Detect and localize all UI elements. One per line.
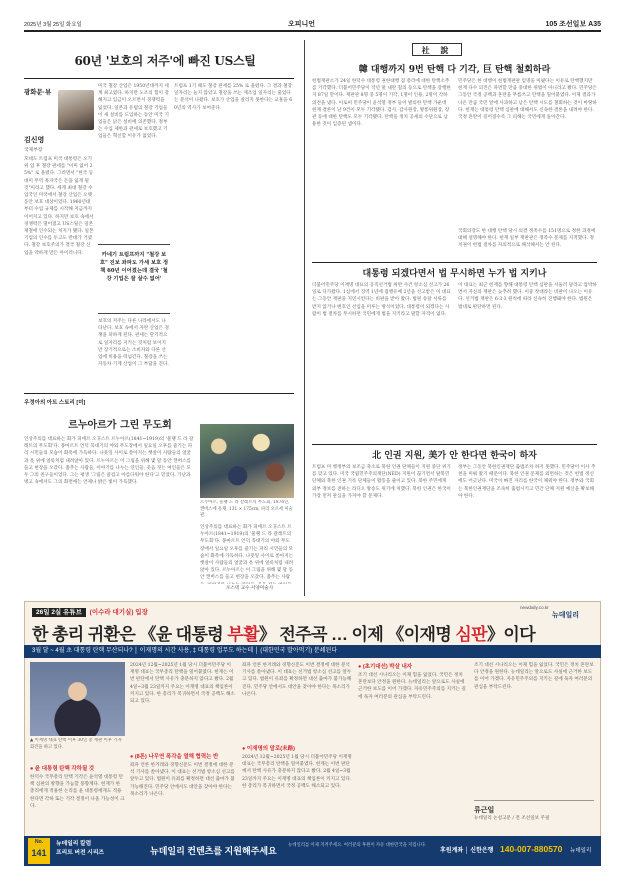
editorial-headline-1: 韓 대행까지 9번 탄핵 다 기각, 巨 탄핵 철회하라 [358, 65, 551, 75]
section-title: 오피니언 [288, 21, 316, 28]
painting-image [200, 424, 294, 498]
art-title: 르누아르가 그린 무도회 [68, 420, 172, 431]
ad-footer-badge-num: 141 [31, 848, 47, 858]
art-body: 인상주의를 대표하는 화가 피에르 오귀스트 르누아르(1841~1919)의 '물랭 드 라 갈레트의 무도회'다. 몽마르트 언덕 꼭대기의 야외 무도장에서 일요일 오후를 즐기는 파리 시민들의 모습이 화폭에 가득하다. 나뭇잎 사이로 쏟아지는 햇살이 사람들의 얼굴과 옷 위에 얼룩처럼 내려앉아 있다. 르누아르는 이 그림을 위해 몇 달 동안 캔버스를 들고 현장을 오갔다. 춤추는 사람들, 이야기를 나누는 연인들, 웃음 짓는 여인들은 모두 그의 친구들이었다. 그는 평생 '그림은 즐겁고 아름다워야 한다'고 믿었다. 가난과 병고 속에서도 그의 화면에는 언제나 밝은 빛이 가득했다. [24, 437, 194, 486]
ad-ribbon: 3월 달 ~ 4월 초 대통령 탄핵 무산되나? │ 이재명의 시간 사용, ‡ 대통령 업무도 하는데 │ (대한민국 말아먹기) 분쇄된다 [24, 645, 601, 658]
author-name: 김신영 [24, 137, 45, 144]
column-body-3: 보호의 저주는 다른 나라에서도 나타난다. 보호 속에서 자란 산업은 경쟁을 피하게 된다. 관세는 단기적으로 일자리를 지키는 것처럼 보이지만 장기적으로는 소비자와 다른 산업에 비용을 떠넘긴다. 철강을 쓰는 자동차·기계 산업이 그 부담을 진다. [98, 319, 169, 368]
title-rule [24, 78, 294, 79]
ad-headline-e: 심판 [455, 625, 487, 644]
ad-footer-left [56, 840, 104, 858]
ad-subhead-4: ● (초기대선) 박살 내자 [358, 664, 413, 670]
editorial-body-3: 국회의장도 한 대행 탄핵 당시 의결 정족수를 151명으로 정한 과정에 대해 설명해야 한다. 헌재 일부 재판관은 정족수 문제를 지적했다. 정치권이 헌법 절차를 자의적으로 해석해서는 안 된다. [458, 229, 596, 249]
art-body-right: 인상주의를 대표하는 화가 피에르 오귀스트 르누아르(1841~1919)의 '물랭 드 라 갈레트의 무도회'다. 몽마르트 언덕 꼭대기의 야외 무도장에서 일요일 오후를 즐기는 파리 시민들의 모습이 화폭에 가득하다. 나뭇잎 사이로 쏟아지는 햇살이 사람들의 얼굴과 옷 위에 얼룩처럼 내려앉아 있다. 르누아르는 이 그림을 위해 몇 달 동안 캔버스를 들고 현장을 오갔다. 춤추는 사람 [200, 525, 294, 581]
editorial-label: 社 說 [412, 43, 462, 56]
ad-headline-f: 》이다 [486, 625, 536, 644]
ad-col-4: 조기 대선 시나리오는 이제 힘을 잃었다. 국민은 정치 혼란보다 안정을 원한다. 뉴데일리는 앞으로도 사실에 근거한 보도를 이어 가겠다. 자유민주주의를 지키는 길에 독자 여러분의 관심을 부탁드린다. [358, 673, 466, 700]
ad-signature-role: 뉴데일리 논설고문 / 전 조선일보 주필 [474, 816, 550, 821]
editorial-body-6: 트럼프 미 행정부의 보조금 축소로 북한 인권 단체들이 지원 중단 위기를 맞고 있다. 미국 국립민주주의재단(NED) 지원이 끊기면서 탈북민 단체와 북한 인권 기록 단체들이 활동을 줄이고 있다. 북한 주민에게 외부 정보를 전하는 라디오 방송도 위기에 처했다. 북한 인권은 한국이 가장 먼저 관심을 가져야 할 문제다. [312, 465, 451, 499]
editorial-rule-1 [312, 262, 597, 263]
ad-headline-d: 》 전주곡 … 이제 《이재명 [258, 625, 456, 644]
editorial-body-1: 헌법재판소가 24일 한덕수 대통령 권한대행 겸 총리에 대한 탄핵소추를 기각했다. 더불어민주당이 작년 말 내란 혐의 등으로 탄핵을 강행한 지 87일 만이다. 재판관 8명 중 5명이 기각, 1명이 인용, 2명이 각하 의견을 냈다. 이로써 민주당이 윤석열 정부 들어 발의한 탄핵 가운데 헌재 결론이 난 9건이 모두 기각됐다. 검사, 감사원장, 방통위원장, 장관 등에 대한 탄핵도 모두 기각됐다. 탄핵을 정치 공세의 수단으로 남용한 것이 입증된 셈이다. [312, 79, 451, 128]
column-title: 60년 '보호의 저주'에 빠진 US스틸 [74, 54, 256, 68]
ad-subhead-2: ● (8톤) 나무연 폭각을 열해 협력는 반 [130, 754, 219, 760]
ad-tag [32, 607, 148, 616]
column-series: 광화문·뷰 [24, 89, 52, 96]
editorial-rule-2 [312, 444, 597, 445]
editorial-body-7: 정부는 그동안 북한인권재단 출범조차 하지 못했다. 민주당이 이사 추천을 미뤄 왔기 때문이다. 북한 인권 문제를 외면하는 것은 헌법 정신에도 어긋난다. 미국이 빠진 자리를 한국이 채워야 한다. 정부와 국회는 북한인권재단을 조속히 출범시키고 민간 단체 지원 예산을 확보해야 한다. [458, 465, 596, 499]
ad-col-3b: 좌파 언론 한겨레와 경향신문도 이번 결정에 대한 분석 기사를 쏟아냈다. 이 대표는 선거법 항소심 선고를 앞두고 있다. 법원이 유죄를 확정하면 대선 출마가 불가능해진다. 민주당 안에서도 대안을 찾아야 한다는 목소리가 나온다. [242, 663, 352, 697]
ad-subhead-1: ● 윤 대통령 탄핵 각하될 것 [30, 766, 95, 772]
page-number: 105 조선일보 A35 [545, 21, 601, 28]
ad-footer-badge-top: No. [34, 839, 44, 845]
header-rule [24, 30, 601, 32]
ad-headline-a: 한 총리 귀환은 [32, 625, 136, 644]
column-body-2: 미국 철강 산업은 1950년대까지 세계 최고였다. 하지만 노조의 힘이 강해지고 임금이 오르면서 경쟁력을 잃었다. 일본과 유럽의 철강 기업들이 새 설비를 도입하는 동안 미국 기업들은 낡은 설비에 의존했다. 정부는 수입 제한과 관세로 보호했고 기업들은 혁신할 이유가 없었다. [98, 84, 169, 140]
ad-signature: 류근일 [474, 805, 495, 814]
author-photo [58, 90, 94, 130]
ad-tag-date: 26일 2실 유튜브 [32, 608, 86, 617]
editorial-headline-3: 北 인권 지원, 美가 안 한다면 한국이 하자 [372, 451, 537, 461]
ad-headline [32, 620, 535, 645]
ad-tag-sub: (이수라 대기실) 입장 [89, 609, 148, 616]
ad-subhead-3: ● 이재명의 말로(末路) [242, 746, 295, 752]
section-rule [24, 393, 294, 394]
editorial-headline-2: 대통령 되겠다면서 법 무시하면 누가 법 지키나 [362, 269, 547, 279]
ad-col-4b: 조기 대선 시나리오는 이제 힘을 잃었다. 국민은 정치 혼란보다 안정을 원한다. 뉴데일리는 앞으로도 사실에 근거한 보도를 이어 가겠다. 자유민주주의를 지키는 길에 독자 여러분의 관심을 부탁드린다. [474, 663, 594, 690]
editorial-body-4: 더불어민주당 이재명 대표의 공직선거법 위반 사건 항소심 선고가 26일로 다가왔다. 1심에서 징역 1년에 집행유예 2년을 선고받은 이 대표는 그동안 재판을 지연시킨다는 비판을 받아 왔다. 법원 송달 서류를 받지 않거나 변호인 선임을 미루는 방식이었다. 대통령이 되겠다는 사람이 법 절차를 무시하면 국민에게 법을 지키라고 말할 자격이 없다. [312, 283, 451, 317]
ad-photo [30, 662, 125, 736]
editorial-body-5: 이 대표는 최근 헌재를 향해 대통령 탄핵 심판을 서둘러 달라고 압박하면서 자신의 재판은 늦추려 했다. 이중 잣대라는 비판이 나오는 이유다. 선거법 재판은 6·3·3 원칙에 따라 신속히 진행돼야 한다. 법원은 법대로 판단하면 된다. [458, 283, 597, 310]
ad-signature-block [474, 800, 594, 830]
ad-brand-logo: 뉴데일리 [552, 612, 580, 619]
ad-headline-b: 《윤 대통령 [139, 625, 228, 644]
column-body-4: 트럼프 1기 때도 철강 관세를 25% 로 올렸다. 그 결과 철강 일자리는 늘지 않았고 철강을 쓰는 제조업 일자리는 줄었다는 분석이 나왔다. 보호가 산업을 살리지 못한다는 교훈을 60년의 역사가 보여준다. [174, 84, 293, 111]
pull-quote: 카네기 트럼프까지 "철강 보호" 진보 좌파도 가세 보호 정책 60년 이어졌는데 결국 '철강 기업은 잘 살수 없어' [98, 244, 170, 314]
ad-footer-note: 뉴데일리를 이제 지켜주세요. 여러분의 후원이 자유 대한민국을 지킵니다. [288, 842, 427, 847]
ad-col-2: 2024년 12월~2025년 1월 당시 더불어민주당 이재명 대표는 국무총리 탄핵을 밀어붙였다. 헌재는 이번 판단에서 탄핵 사유가 충분하지 않다고 봤다. 2월 4일~3월 23일까지 주요는 이재명 대표의 책임론이 커지고 있다. 한 총리가 복귀하면서 국정 공백도 해소되고 있다. [130, 663, 235, 705]
ad-footer-left-2: 프리트 버전 시리즈 [56, 850, 105, 856]
ad-photo-caption: ▲ 이재명 대표 탄핵 이후 30일 총 재판 이후 기자회견을 하고 있다. [30, 738, 122, 750]
header-date: 2025년 3월 25일 화요일 [24, 22, 82, 28]
art-author: 포스텍 교수·서양미술사 [226, 585, 274, 590]
ad-footer-holder: 뉴데일리 [570, 848, 592, 854]
art-series: 우정아의 아트 스토리 [미] [24, 400, 86, 406]
ad-footer-center: 뉴데일리 컨텐츠를 지원해주세요 [150, 846, 277, 856]
editorial-body-2: 민주당은 한 대행이 헌법재판관 임명을 미뤘다는 이유로 탄핵했지만 헌재 다수 의견은 파면할 만큼 중대한 위법이 아니라고 봤다. 민주당은 그동안 국정 공백과 혼란을 무릅쓰고 탄핵을 밀어붙였다. 이제 결과가 나온 만큼 국민 앞에 사과하고 남은 탄핵 시도를 철회하는 것이 마땅하다. 헌재는 대통령 탄핵 심판에 대해서도 신속한 결론을 내려야 한다. 국정 혼란이 길어질수록 그 피해는 국민에게 돌아간다. [458, 79, 597, 121]
author-role: 국제부장 [24, 148, 43, 153]
ad-footer-account: 140-007-880570 [500, 844, 563, 854]
ad-col-2b: 2024년 12월~2025년 1월 당시 더불어민주당 이재명 대표는 국무총리 탄핵을 밀어붙였다. 헌재는 이번 판단에서 탄핵 사유가 충분하지 않다고 봤다. 2월 4일~3월 23일까지 주요는 이재명 대표의 책임론이 커지고 있다. 한 총리가 복귀하면서 국정 공백도 해소되고 있다. [242, 755, 352, 789]
ad-footer-badge [28, 838, 50, 864]
ad-site: newdaily.co.kr [520, 605, 549, 610]
ad-headline-c: 부활 [227, 625, 259, 644]
column-body-1: 모네도 트럼프 미국 대통령은 오기 위 업 후 철강 관세를 "이미 없어 25%" 로 올렸다. 그러면서 "한국 등 대미 무역 흑자국은 돈을 잃게 될 것"이라고 했다. 세계 최대 철강 수입국인 미국에서 철강 산업은 오랫동안 보호 대상이었다. 1960년대부터 수입 규제를 시작해 지금까지 이어지고 있다. 하지만 보호 속에서 경쟁력은 떨어졌고 US스틸은 일본제철에 인수되는 처지가 됐다. 일본 기업의 인수를 두고도 반대가 거셌다. 철강 보호주의가 결국 철강 산업을 약하게 만든 아이러니다. [24, 157, 94, 256]
ad-footer-bank: 후원계좌 │ 신한은행 [440, 848, 494, 854]
ad-footer-left-1: 뉴데일리 칼럼 [56, 841, 92, 847]
painting-caption: 르누아르, 물랭 드 라 갈레트의 무도회, 1876년, 캔버스에 유채, 131 × 175cm, 파리 오르세 미술관. [200, 500, 293, 519]
ad-col-3: 좌파 언론 한겨레와 경향신문도 이번 결정에 대한 분석 기사를 쏟아냈다. 이 대표는 선거법 항소심 선고를 앞두고 있다. 법원이 유죄를 확정하면 대선 출마가 불가능해진다. 민주당 안에서도 대안을 찾아야 한다는 목소리가 나온다. [130, 763, 235, 797]
ad-col-1: 한덕수 국무총리 탄핵 기각은 윤석열 대통령 탄핵 심판의 방향을 가늠할 풍향계다. 헌재가 한 총리에게 적용한 논리를 윤 대통령에게도 적용한다면 각하 또는 기각 결정이 나올 가능성이 크다. [30, 775, 125, 809]
